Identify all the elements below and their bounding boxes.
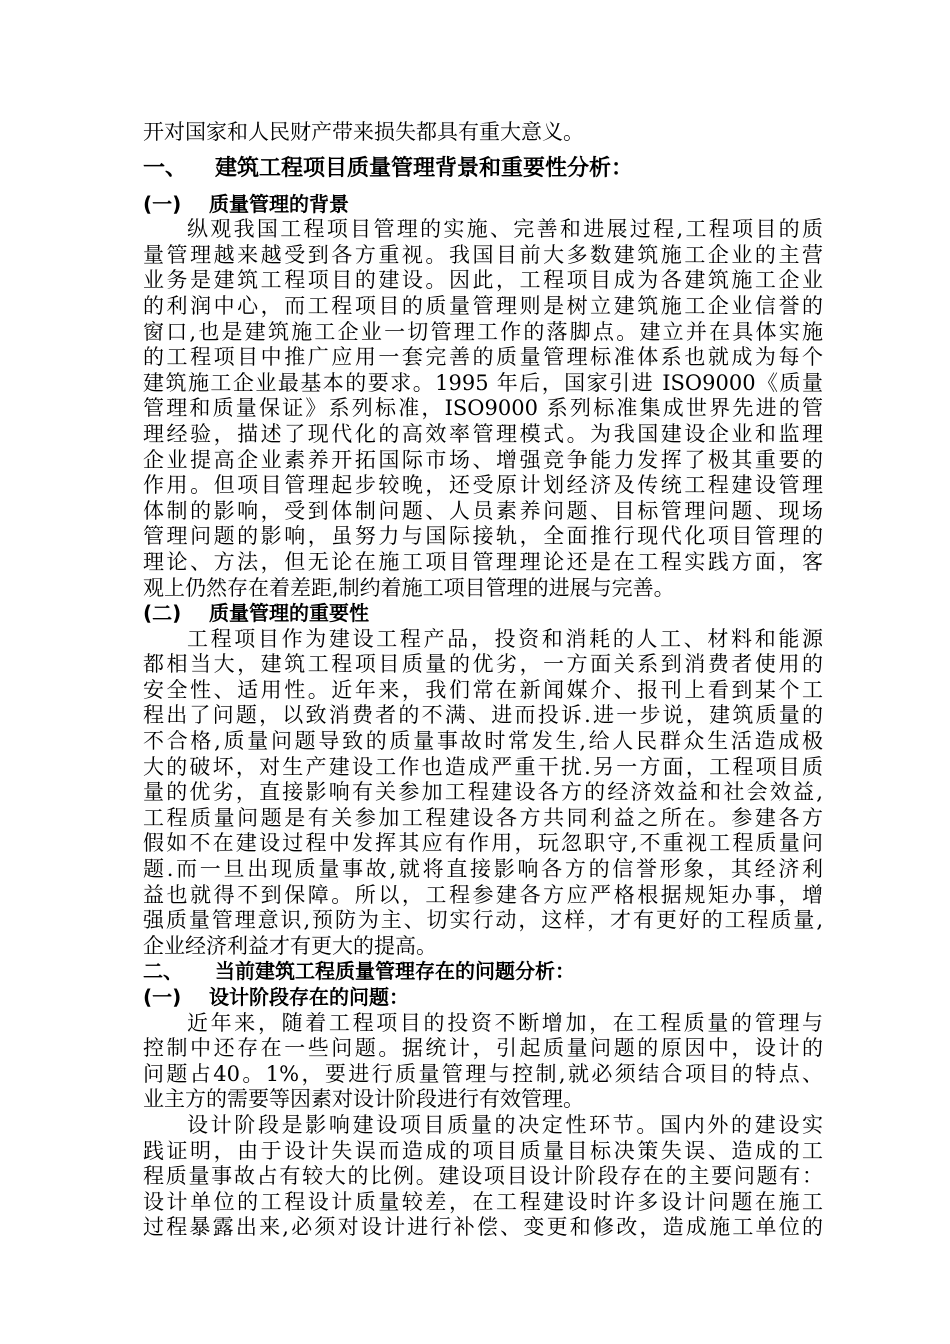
paragraph-line: 的工程项目中推广应用一套完善的质量管理标准体系也就成为每个 (143, 345, 823, 370)
paragraph-line: 大的破坏，对生产建设工作也造成严重干扰.另一方面，工程项目质 (143, 754, 823, 779)
paragraph-line: 业务是建筑工程项目的建设。因此，工程项目成为各建筑施工企业 (143, 268, 823, 293)
section-1-2-number: (二) (143, 601, 182, 626)
paragraph-line: 不合格,质量问题导致的质量事故时常发生,给人民群众生活造成极 (143, 729, 823, 754)
section-1-2-paragraph (143, 627, 823, 960)
paragraph-line: 管理和质量保证》系列标准，ISO9000 系列标准集成世界先进的管 (143, 396, 823, 421)
section-1-1-paragraph (143, 217, 823, 601)
paragraph-line: 企业提高企业素养开拓国际市场、增强竞争能力发挥了极其重要的 (143, 447, 823, 472)
paragraph-line: 量管理越来越受到各方重视。我国目前大多数建筑施工企业的主营 (143, 242, 823, 267)
paragraph-line: 工程项目作为建设工程产品，投资和消耗的人工、材料和能源 (187, 626, 823, 651)
paragraph-line: 工程质量问题是有关参加工程建设各方共同利益之所在。参建各方 (143, 805, 823, 830)
section-1-title: 建筑工程项目质量管理背景和重要性分析： (215, 155, 634, 181)
paragraph-line: 控制中还存在一些问题。据统计，引起质量问题的原因中，设计的 (143, 1036, 823, 1061)
section-1-1-heading (143, 192, 823, 218)
section-1-2-heading (143, 601, 823, 627)
paragraph-line: 纵观我国工程项目管理的实施、完善和进展过程,工程项目的质 (187, 217, 823, 242)
paragraph-line: 问题占40。1%，要进行质量管理与控制,就必须结合项目的特点、 (143, 1061, 823, 1086)
paragraph-line: 观上仍然存在着差距,制约着施工项目管理的进展与完善。 (143, 575, 675, 600)
paragraph-line: 作用。但项目管理起步较晚，还受原计划经济及传统工程建设管理 (143, 473, 823, 498)
paragraph-line: 程出了问题，以致消费者的不满、进而投诉.进一步说，建筑质量的 (143, 703, 823, 728)
paragraph-line: 业主方的需要等因素对设计阶段进行有效管理。 (143, 1087, 584, 1112)
paragraph-line: 理经验，描述了现代化的高效率管理模式。为我国建设企业和监理 (143, 421, 823, 446)
document-page (143, 120, 823, 1241)
paragraph-line: 体制的影响，受到体制问题、人员素养问题、目标管理问题、现场 (143, 498, 823, 523)
section-2-heading (143, 959, 823, 985)
paragraph-line: 强质量管理意识,预防为主、切实行动，这样，才有更好的工程质量, (143, 908, 823, 933)
paragraph-line: 题.而一旦出现质量事故,就将直接影响各方的信誉形象，其经济利 (143, 857, 823, 882)
paragraph-line: 过程暴露出来,必须对设计进行补偿、变更和修改，造成施工单位的 (143, 1215, 823, 1240)
paragraph-line: 都相当大，建筑工程项目质量的优劣，一方面关系到消费者使用的 (143, 652, 823, 677)
section-1-1-title: 质量管理的背景 (209, 191, 349, 216)
section-2-1-heading (143, 985, 823, 1011)
section-2-1-paragraph-1 (143, 1011, 823, 1113)
paragraph-line: 安全性、适用性。近年来，我们常在新闻媒介、报刊上看到某个工 (143, 677, 823, 702)
section-2-number: 二、 (143, 959, 183, 984)
section-2-1-paragraph-2 (143, 1113, 823, 1241)
paragraph-line: 的利润中心，而工程项目的质量管理则是树立建筑施工企业信誉的 (143, 293, 823, 318)
paragraph-line: 程质量事故占有较大的比例。建设项目设计阶段存在的主要问题有： (143, 1164, 823, 1189)
paragraph-line: 近年来，随着工程项目的投资不断增加，在工程质量的管理与 (187, 1010, 823, 1035)
paragraph-line: 益也就得不到保障。所以，工程参建各方应严格根据规矩办事，增 (143, 882, 823, 907)
paragraph-line: 窗口,也是建筑施工企业一切管理工作的落脚点。建立并在具体实施 (143, 319, 823, 344)
paragraph-line: 理论、方法，但无论在施工项目管理理论还是在工程实践方面，客 (143, 549, 823, 574)
section-1-1-number: (一) (143, 191, 182, 216)
paragraph-line: 假如不在建设过程中发挥其应有作用，玩忽职守,不重视工程质量问 (143, 831, 823, 856)
paragraph-line: 量的优劣，直接影响有关参加工程建设各方的经济效益和社会效益, (143, 780, 823, 805)
paragraph-line: 设计阶段是影响建设项目质量的决定性环节。国内外的建设实 (187, 1112, 823, 1137)
paragraph-line: 企业经济利益才有更大的提高。 (143, 933, 437, 958)
section-1-2-title: 质量管理的重要性 (209, 601, 369, 626)
paragraph-line: 践证明，由于设计失误而造成的项目质量目标决策失误、造成的工 (143, 1138, 823, 1163)
section-1-heading (143, 154, 823, 184)
section-2-1-title: 设计阶段存在的问题： (209, 985, 409, 1009)
section-1-number: 一、 (143, 155, 188, 181)
paragraph-line: 管理问题的影响，虽努力与国际接轨，全面推行现代化项目管理的 (143, 524, 823, 549)
paragraph-line: 建筑施工企业最基本的要求。1995 年后，国家引进 ISO9000《质量 (143, 370, 823, 395)
section-2-title: 当前建筑工程质量管理存在的问题分析： (215, 959, 575, 984)
section-2-1-number: (一) (143, 985, 182, 1009)
paragraph-line: 设计单位的工程设计质量较差，在工程建设时许多设计问题在施工 (143, 1189, 823, 1214)
opening-line: 开对国家和人民财产带来损失都具有重大意义。 (143, 120, 584, 144)
